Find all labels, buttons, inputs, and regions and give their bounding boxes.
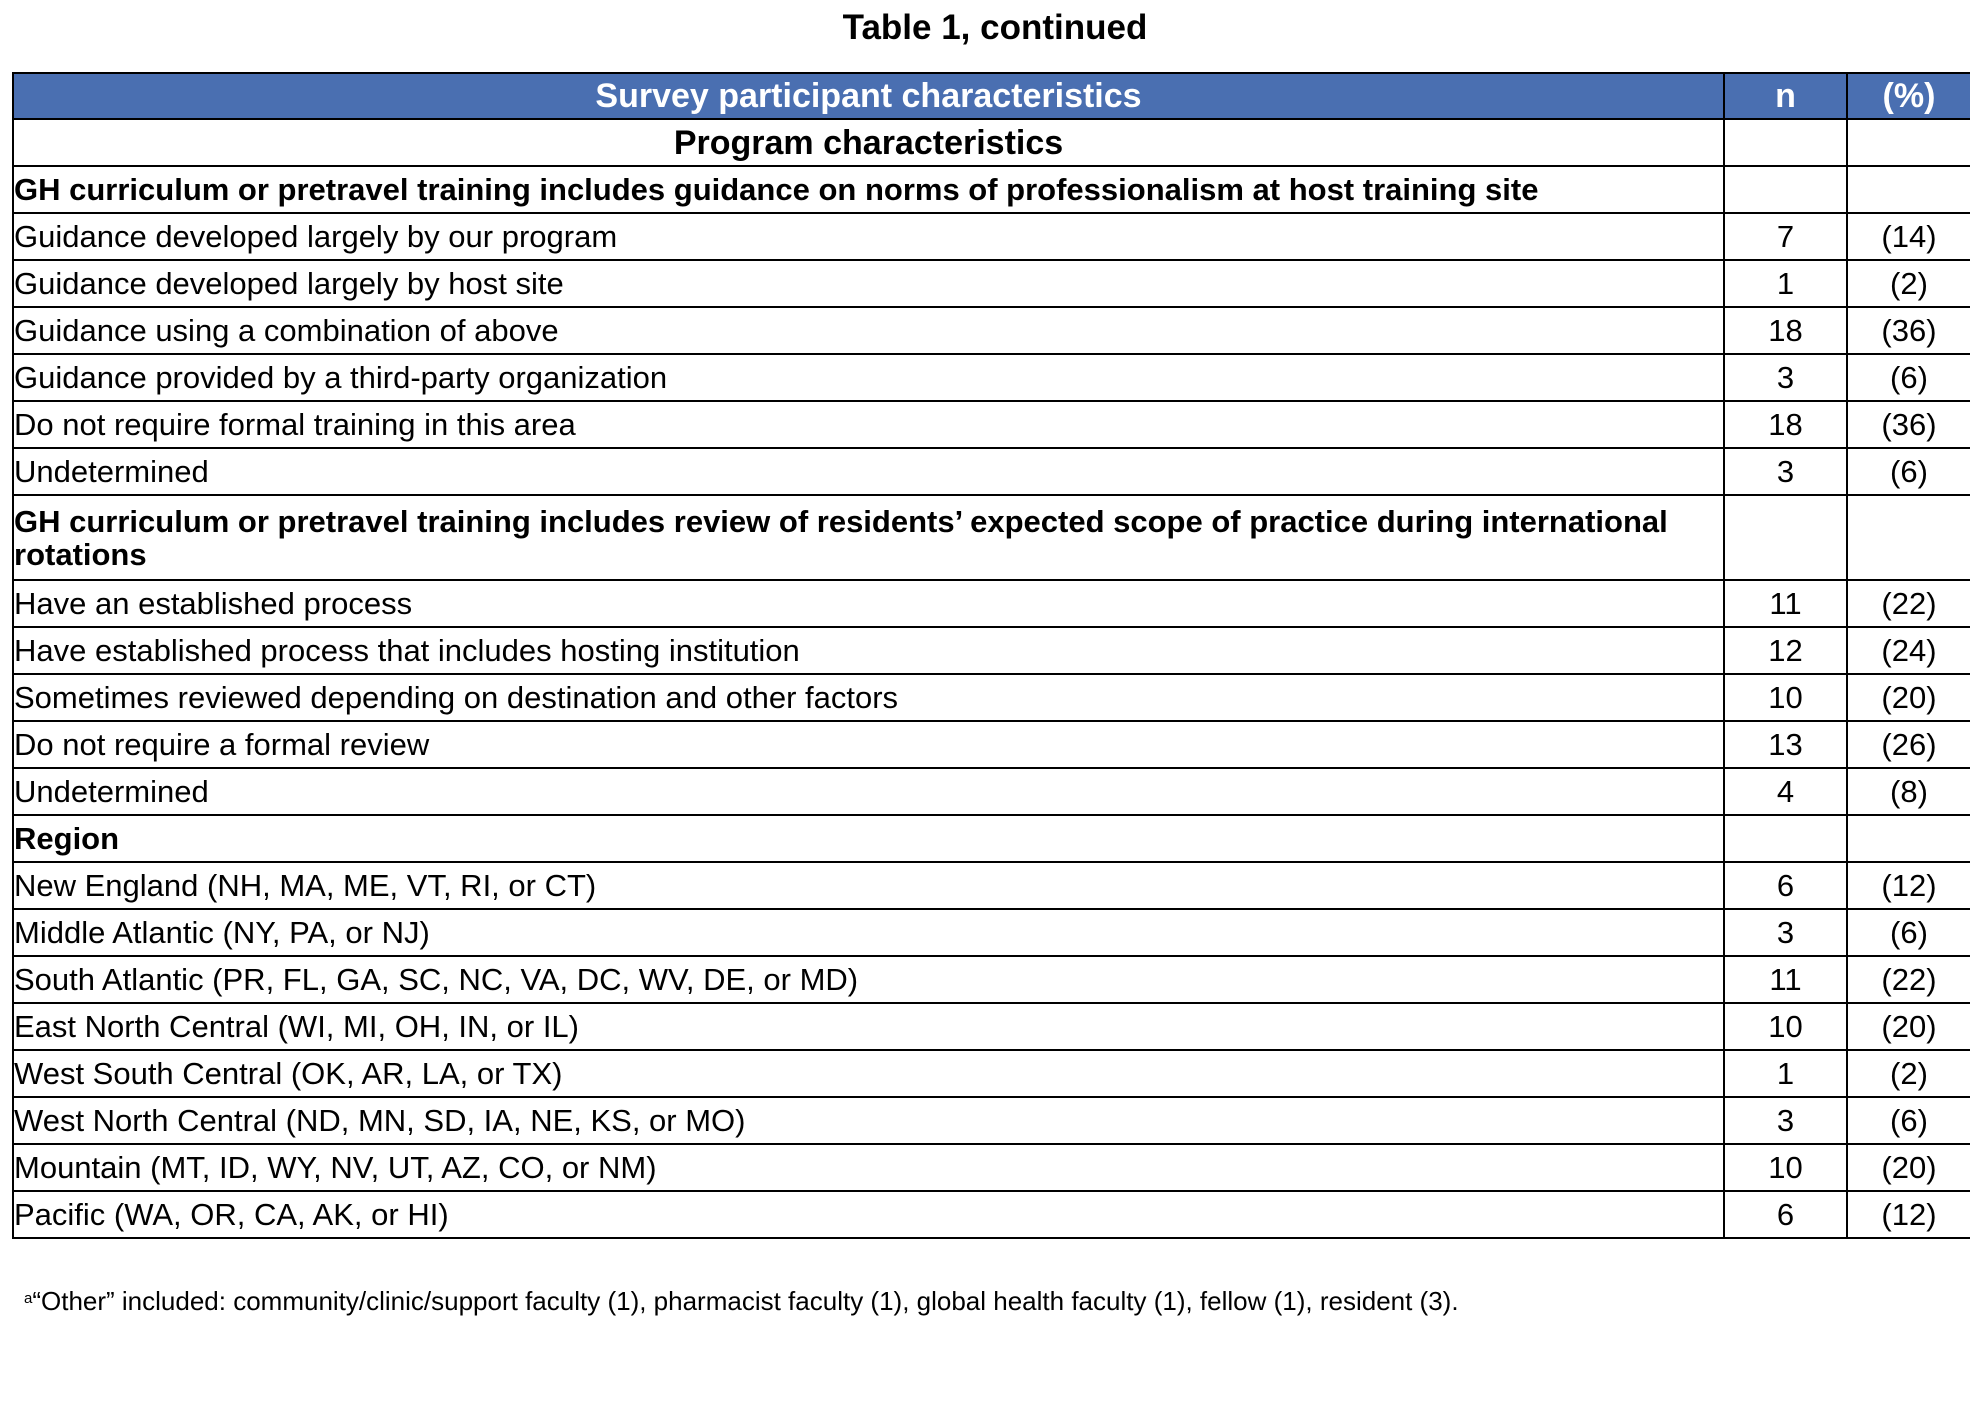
table-row <box>13 1050 1970 1097</box>
percent-cell: (20) <box>1847 674 1970 721</box>
table-row <box>13 721 1970 768</box>
n-cell: 4 <box>1724 768 1847 815</box>
percent-cell: (8) <box>1847 768 1970 815</box>
section-header-row <box>13 119 1970 166</box>
n-cell: 11 <box>1724 956 1847 1003</box>
table-row <box>13 627 1970 674</box>
characteristic-cell: Guidance using a combination of above <box>13 307 1724 354</box>
characteristic-cell: West South Central (OK, AR, LA, or TX) <box>13 1050 1724 1097</box>
percent-cell: (36) <box>1847 307 1970 354</box>
characteristic-cell: Pacific (WA, OR, CA, AK, or HI) <box>13 1191 1724 1238</box>
table-row <box>13 674 1970 721</box>
n-cell: 6 <box>1724 1191 1847 1238</box>
table-row <box>13 1097 1970 1144</box>
percent-cell: (20) <box>1847 1144 1970 1191</box>
table-row <box>13 862 1970 909</box>
table-row <box>13 1144 1970 1191</box>
percent-cell <box>1847 119 1970 166</box>
n-cell: 7 <box>1724 213 1847 260</box>
characteristic-cell: GH curriculum or pretravel training includes review of residents’ expected scope of practice during international rotations <box>13 495 1724 580</box>
characteristic-cell: Sometimes reviewed depending on destination and other factors <box>13 674 1724 721</box>
header-n: n <box>1724 73 1847 119</box>
characteristic-cell: Have an established process <box>13 580 1724 627</box>
characteristic-cell: Guidance provided by a third-party organization <box>13 354 1724 401</box>
n-cell: 10 <box>1724 1144 1847 1191</box>
table-header <box>13 73 1970 119</box>
table-row <box>13 307 1970 354</box>
table-row <box>13 768 1970 815</box>
characteristics-table <box>12 72 1970 1239</box>
n-cell: 18 <box>1724 401 1847 448</box>
n-cell: 18 <box>1724 307 1847 354</box>
characteristic-cell: Program characteristics <box>13 119 1724 166</box>
n-cell: 10 <box>1724 674 1847 721</box>
table-row <box>13 448 1970 495</box>
percent-cell: (22) <box>1847 580 1970 627</box>
n-cell <box>1724 495 1847 580</box>
table-row <box>13 354 1970 401</box>
percent-cell: (6) <box>1847 1097 1970 1144</box>
n-cell: 10 <box>1724 1003 1847 1050</box>
characteristic-cell: Middle Atlantic (NY, PA, or NJ) <box>13 909 1724 956</box>
percent-cell: (6) <box>1847 909 1970 956</box>
characteristic-cell: East North Central (WI, MI, OH, IN, or IL) <box>13 1003 1724 1050</box>
group-header-row <box>13 166 1970 213</box>
header-characteristic: Survey participant characteristics <box>13 73 1724 119</box>
n-cell: 3 <box>1724 354 1847 401</box>
n-cell <box>1724 166 1847 213</box>
table-row <box>13 1003 1970 1050</box>
percent-cell: (36) <box>1847 401 1970 448</box>
percent-cell: (20) <box>1847 1003 1970 1050</box>
percent-cell: (6) <box>1847 448 1970 495</box>
characteristic-cell: West North Central (ND, MN, SD, IA, NE, KS, or MO) <box>13 1097 1724 1144</box>
characteristic-cell: GH curriculum or pretravel training includes guidance on norms of professionalism at host training site <box>13 166 1724 213</box>
table-row <box>13 213 1970 260</box>
header-pct: (%) <box>1847 73 1970 119</box>
characteristic-cell: Undetermined <box>13 768 1724 815</box>
characteristic-cell: Guidance developed largely by our program <box>13 213 1724 260</box>
table-row <box>13 956 1970 1003</box>
percent-cell <box>1847 495 1970 580</box>
n-cell: 3 <box>1724 909 1847 956</box>
n-cell: 6 <box>1724 862 1847 909</box>
n-cell: 3 <box>1724 1097 1847 1144</box>
n-cell: 12 <box>1724 627 1847 674</box>
table-row <box>13 1191 1970 1238</box>
footnote-marker: a <box>24 1290 33 1307</box>
percent-cell: (6) <box>1847 354 1970 401</box>
group-header-row <box>13 815 1970 862</box>
percent-cell: (12) <box>1847 1191 1970 1238</box>
n-cell: 1 <box>1724 260 1847 307</box>
percent-cell: (22) <box>1847 956 1970 1003</box>
footnote-text: “Other” included: community/clinic/support faculty (1), pharmacist faculty (1), global health faculty (1), fellow (1), resident (3). <box>32 1286 1459 1316</box>
percent-cell: (12) <box>1847 862 1970 909</box>
n-cell <box>1724 119 1847 166</box>
table-row <box>13 909 1970 956</box>
percent-cell <box>1847 166 1970 213</box>
characteristic-cell: Guidance developed largely by host site <box>13 260 1724 307</box>
characteristic-cell: Do not require formal training in this area <box>13 401 1724 448</box>
percent-cell: (2) <box>1847 260 1970 307</box>
percent-cell: (24) <box>1847 627 1970 674</box>
table-body <box>13 119 1970 1238</box>
n-cell: 1 <box>1724 1050 1847 1097</box>
n-cell <box>1724 815 1847 862</box>
percent-cell <box>1847 815 1970 862</box>
percent-cell: (14) <box>1847 213 1970 260</box>
table-title: Table 1, continued <box>842 8 1148 47</box>
percent-cell: (26) <box>1847 721 1970 768</box>
characteristic-cell: Mountain (MT, ID, WY, NV, UT, AZ, CO, or NM) <box>13 1144 1724 1191</box>
characteristic-cell: South Atlantic (PR, FL, GA, SC, NC, VA, DC, WV, DE, or MD) <box>13 956 1724 1003</box>
group-header-row <box>13 495 1970 580</box>
n-cell: 3 <box>1724 448 1847 495</box>
table-row <box>13 260 1970 307</box>
characteristic-cell: Region <box>13 815 1724 862</box>
footnote <box>24 1285 1459 1317</box>
table-row <box>13 401 1970 448</box>
percent-cell: (2) <box>1847 1050 1970 1097</box>
characteristic-cell: Do not require a formal review <box>13 721 1724 768</box>
characteristic-cell: Have established process that includes hosting institution <box>13 627 1724 674</box>
header-row <box>13 73 1970 119</box>
characteristic-cell: Undetermined <box>13 448 1724 495</box>
characteristic-cell: New England (NH, MA, ME, VT, RI, or CT) <box>13 862 1724 909</box>
n-cell: 11 <box>1724 580 1847 627</box>
table-row <box>13 580 1970 627</box>
n-cell: 13 <box>1724 721 1847 768</box>
